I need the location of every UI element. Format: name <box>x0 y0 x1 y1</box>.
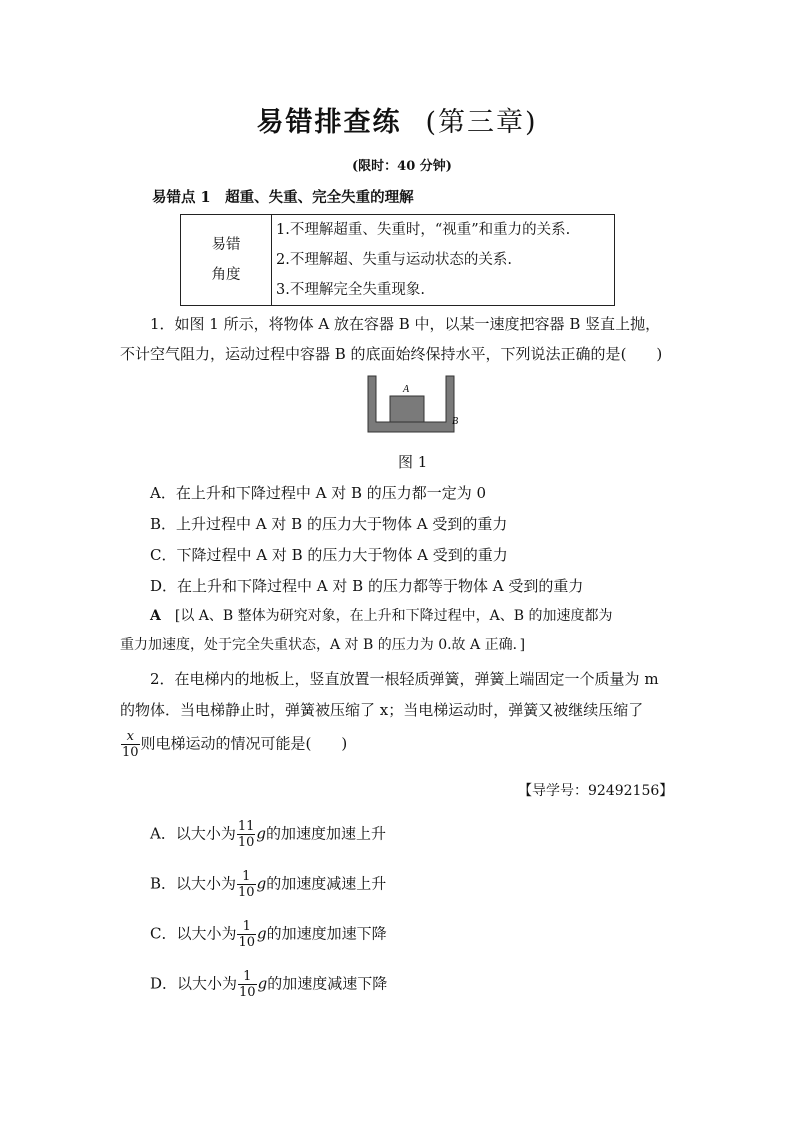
error-item: 3.不理解完全失重现象. <box>276 282 425 298</box>
q2-option-d: D．以大小为 $\frac{1}{10}$ g的加速度减速下降 <box>150 969 388 1000</box>
q2-option-a: A．以大小为 $\frac{11}{10}$ g的加速度加速上升 <box>150 819 387 850</box>
q2-option-b: B．以大小为 $\frac{1}{10}$ g的加速度减速上升 <box>150 869 387 900</box>
label-b: B <box>452 416 459 427</box>
error-table-body <box>272 215 615 306</box>
q1-answer-line1 <box>150 605 612 625</box>
error-table-head <box>181 215 272 306</box>
error-item: 2.不理解超、失重与运动状态的关系. <box>276 252 512 268</box>
fraction: $\frac{11}{10}$ <box>237 819 255 850</box>
q1-answer-line2: 重力加速度，处于完全失重状态，A 对 B 的压力为 0.故 A 正确．] <box>120 637 526 653</box>
section-heading: 易错点 1 超重、失重、完全失重的理解 <box>152 189 414 206</box>
q1-option-b: B．上升过程中 A 对 B 的压力大于物体 A 受到的重力 <box>150 515 508 533</box>
fraction: $\frac{1}{10}$ <box>238 869 255 900</box>
error-table <box>180 214 615 306</box>
fraction: $\frac{1}{10}$ <box>238 919 256 950</box>
error-item: 1.不理解超重、失重时，“视重”和重力的关系. <box>276 222 571 238</box>
object-a <box>390 396 424 422</box>
error-head-line2: 角度 <box>211 267 241 283</box>
q2-option-c: C．以大小为 $\frac{1}{10}$ g的加速度加速下降 <box>150 919 387 950</box>
answer-letter: A <box>150 608 161 624</box>
answer-text: [以 A、B 整体为研究对象，在上升和下降过程中，A、B 的加速度都为 <box>174 608 613 624</box>
figure-container-diagram <box>366 374 466 436</box>
q1-option-d: D．在上升和下降过程中 A 对 B 的压力都等于物体 A 受到的重力 <box>150 577 584 595</box>
q1-option-a: A．在上升和下降过程中 A 对 B 的压力都一定为 0 <box>150 484 487 502</box>
label-a: A <box>403 384 410 395</box>
figure-caption: 图 1 <box>398 453 428 471</box>
q1-stem-line2: 不计空气阻力，运动过程中容器 B 的底面始终保持水平，下列说法正确的是( ) <box>120 345 663 363</box>
title-text: 易错排查练 <box>256 107 402 138</box>
page-title <box>0 100 794 139</box>
q1-stem-line1: 1．如图 1 所示，将物体 A 放在容器 B 中，以某一速度把容器 B 竖直上抛， <box>150 315 661 333</box>
chapter-text: (第三章) <box>425 107 538 138</box>
time-limit: (限时：40 分钟) <box>352 159 452 174</box>
q2-stem-line2: 的物体．当电梯静止时，弹簧被压缩了 x；当电梯运动时，弹簧又被继续压缩了 <box>120 701 644 719</box>
guide-number: 【导学号：92492156】 <box>518 783 674 799</box>
fraction: $\frac{x}{10}$ <box>122 729 139 760</box>
q2-stem-line1: 2．在电梯内的地板上，竖直放置一根轻质弹簧，弹簧上端固定一个质量为 m <box>150 670 659 688</box>
fraction: $\frac{1}{10}$ <box>239 969 256 1000</box>
error-head-line1: 易错 <box>211 237 241 253</box>
q1-option-c: C．下降过程中 A 对 B 的压力大于物体 A 受到的重力 <box>150 546 508 564</box>
q2-stem-line3: $\frac{x}{10}$ 则电梯运动的情况可能是( ) <box>122 729 348 760</box>
